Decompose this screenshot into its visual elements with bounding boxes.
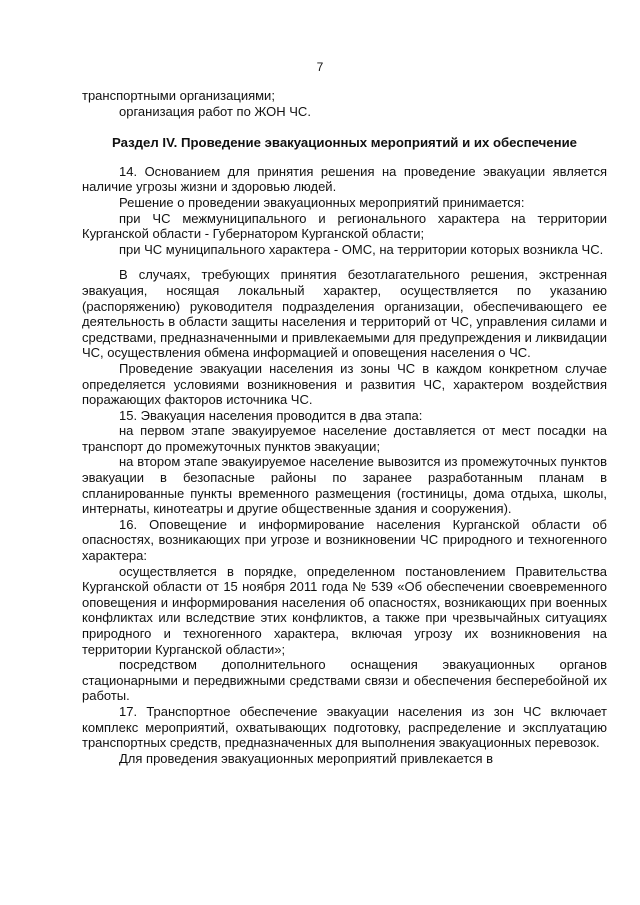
paragraph: осуществляется в порядке, определенном постановлением Правительства Курганской области от 15 ноября 2011 года № 539 «Об обеспечении своевременного оповещения и информирования населения об опасностях, возникающих при военных конфликтах или вследствие этих конфликтов, а также при чрезвычайных ситуациях природного и техногенного характера, включая угрозу их возникновения на территории Курганской области»; [82, 563, 607, 657]
paragraph: Для проведения эвакуационных мероприятий привлекается в [119, 750, 494, 766]
paragraph: при ЧС межмуниципального и регионального характера на территории Курганской области - Губернатором Курганской области; [82, 210, 607, 242]
section-title: Раздел IV. Проведение эвакуационных мероприятий и их обеспечение [111, 135, 578, 151]
paragraph: В случаях, требующих принятия безотлагательного решения, экстренная эвакуация, носящая локальный характер, осуществляется по указанию (распоряжению) руководителя подразделения организации, обеспечивающего ее деятельность в области защиты населения и территорий от ЧС, управления силами и средствами, предназначенными и привлекаемыми для предупреждения и ликвидации ЧС, осуществления обмена информацией и оповещения населения о ЧС. [82, 267, 607, 361]
paragraph: 14. Основанием для принятия решения на проведение эвакуации является наличие угрозы жизни и здоровью людей. [82, 163, 607, 195]
paragraph: 15. Эвакуация населения проводится в два этапа: [119, 407, 423, 423]
paragraph: на первом этапе эвакуируемое население доставляется от мест посадки на транспорт до промежуточных пунктов эвакуации; [82, 423, 607, 454]
paragraph: на втором этапе эвакуируемое население вывозится из промежуточных пунктов эвакуации в безопасные районы по заранее разработанным планам в спланированные пункты временного размещения (гостиницы, дома отдыха, школы, интернаты, кинотеатры и другие общественные здания и сооружения). [82, 454, 607, 517]
paragraph: Проведение эвакуации населения из зоны ЧС в каждом конкретном случае определяется условиями возникновения и развития ЧС, характером воздействия поражающих факторов источника ЧС. [82, 360, 607, 408]
page-number: 7 [316, 60, 324, 74]
paragraph: Решение о проведении эвакуационных мероприятий принимается: [119, 194, 525, 210]
paragraph: организация работ по ЖОН ЧС. [119, 103, 311, 119]
paragraph: транспортными организациями; [82, 88, 275, 103]
paragraph: посредством дополнительного оснащения эвакуационных органов стационарными и передвижными средствами связи и обеспечения бесперебойной их работы. [82, 657, 607, 704]
paragraph: 16. Оповещение и информирование населения Курганской области об опасностях, возникающих при угрозе и возникновении ЧС природного и техногенного характера: [82, 516, 607, 564]
paragraph: 17. Транспортное обеспечение эвакуации населения из зон ЧС включает комплекс мероприятий, охватывающих подготовку, распределение и эксплуатацию транспортных средств, предназначенных для выполнения эвакуационных перевозок. [82, 703, 607, 751]
document-body [82, 88, 607, 766]
paragraph: при ЧС муниципального характера - ОМС, на территории которых возникла ЧС. [119, 241, 604, 257]
